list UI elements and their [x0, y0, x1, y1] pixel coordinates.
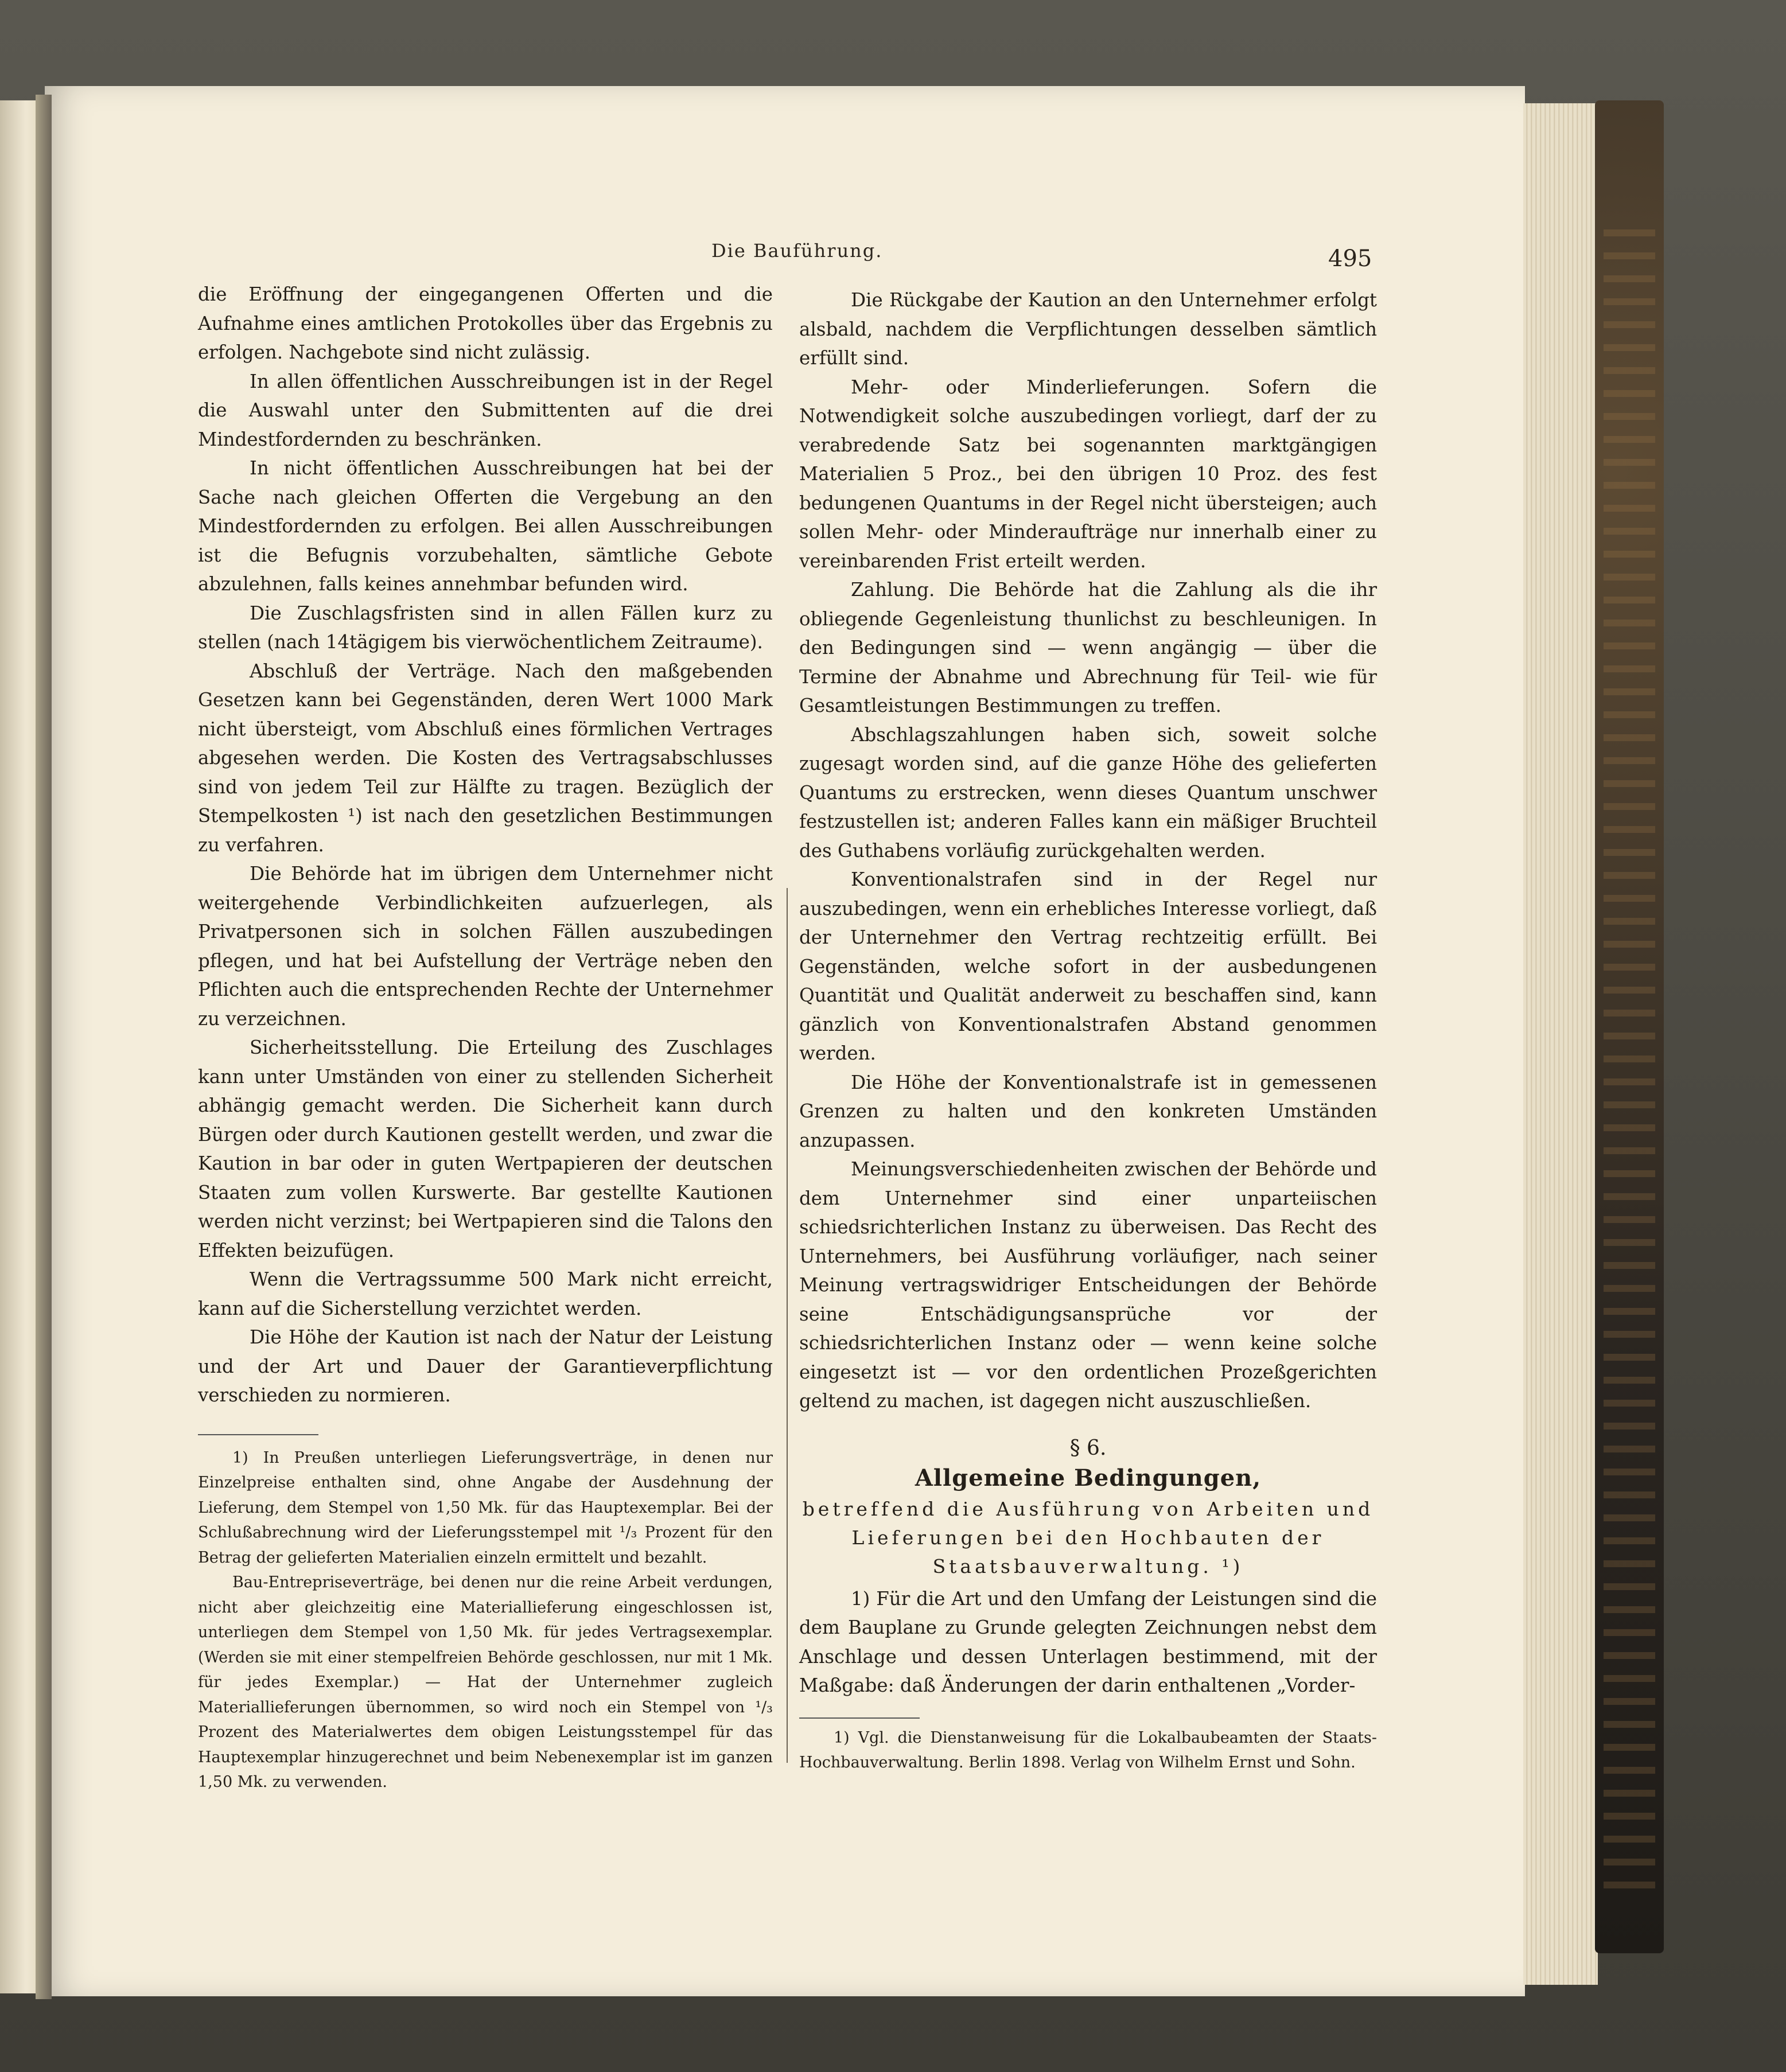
column-divider [787, 888, 788, 1763]
paragraph-meinungsverschiedenheiten: Meinungsverschiedenheiten zwischen der Behörde und dem Unternehmer sind einer unparteiischen schiedsrichterlichen Instanz zu überweisen. Das Recht des Unternehmers, bei Ausführung vorläufiger, nach seiner Meinung vertragswidriger Entscheidungen der Behörde seine Entschädigungsansprüche vor der schiedsrichterlichen Instanz oder — wenn keine solche eingesetzt ist — vor den ordentlichen Prozeßgerichten geltend zu machen, ist dagegen nicht auszuschließen. [799, 1158, 1377, 1412]
page-number: 495 [1328, 246, 1372, 272]
paragraph-sicherheitsstellung: Sicherheitsstellung. Die Erteilung des Zuschlages kann unter Umständen von einer zu stellenden Sicherheit abhängig gemacht werden. Die Sicherheit kann durch Bürgen oder durch Kautionen gestellt werden, und zwar die Kaution in bar oder in guten Wertpapieren der deutschen Staaten zum vollen Kurswerte. Bar gestellte Kautionen werden nicht verzinst; bei Wertpapieren sind die Talons den Effekten beizufügen. [198, 1037, 773, 1261]
paragraph: Die Höhe der Kaution ist nach der Natur der Leistung und der Art und Dauer der Garantieverpflichtung verschieden zu normieren. [198, 1326, 773, 1406]
paragraph: Wenn die Vertragssumme 500 Mark nicht erreicht, kann auf die Sicherstellung verzichtet werden. [198, 1268, 773, 1319]
paragraph-konventionalstrafen: Konventionalstrafen sind in der Regel nur auszubedingen, wenn ein erhebliches Interesse vorliegt, daß der Unternehmer den Vertrag rechtzeitig erfüllt. Bei Gegenständen, welche sofort in der ausbedungenen Quantität und Qualität anderweit zu beschaffen sind, kann gänzlich von Konventionalstrafen Abstand genommen werden. [799, 868, 1377, 1064]
paragraph: Die Rückgabe der Kaution an den Unternehmer erfolgt alsbald, nachdem die Verpflichtungen desselben sämtlich erfüllt sind. [799, 289, 1377, 369]
numbered-paragraph: 1) Für die Art und den Umfang der Leistungen sind die dem Bauplane zu Grunde gelegten Zeichnungen nebst dem Anschlage und dessen Unterlagen bestimmend, mit der Maßgabe: daß Änderungen der darin enthaltenen „Vorder- [799, 1587, 1377, 1696]
paragraph: die Eröffnung der eingegangenen Offerten und die Aufnahme eines amtlichen Protokolles über das Ergebnis zu erfolgen. Nachgebote sind nicht zulässig. [198, 283, 773, 363]
paragraph: Abschlagszahlungen haben sich, soweit solche zugesagt worden sind, auf die ganze Höhe des gelieferten Quantums zu erstrecken, wenn dieses Quantum unschwer festzustellen ist; anderen Falles kann ein mäßiger Bruchteil des Guthabens vorläufig zurückgehalten werden. [799, 723, 1377, 862]
paragraph: In allen öffentlichen Ausschreibungen ist in der Regel die Auswahl unter den Submittenten auf die drei Mindestfordernden zu beschränken. [198, 370, 773, 450]
footnote: 1) In Preußen unterliegen Lieferungsverträge, in denen nur Einzelpreise enthalten sind, ohne Angabe der Ausdehnung der Lieferung, dem Stempel von 1,50 Mk. für das Hauptexemplar. Bei der Schlußabrechnung wird der Lieferungsstempel mit ¹/₃ Prozent für den Betrag der gelieferten Materialien einzeln ermittelt und bezahlt. [198, 1448, 773, 1567]
footnote-rule [198, 1434, 318, 1435]
cover-texture [1604, 229, 1655, 1893]
section-subtitle: betreffend die Ausführung von Arbeiten und Lieferungen bei den Hochbauten der Staatsbauverwaltung. ¹) [802, 1497, 1374, 1578]
section-number: § 6. [1069, 1436, 1107, 1460]
right-column [799, 286, 1377, 1775]
page-stack-edge [1523, 103, 1598, 1985]
footnote: 1) Vgl. die Dienstanweisung für die Lokalbaubeamten der Staats-Hochbauverwaltung. Berlin 1898. Verlag von Wilhelm Ernst und Sohn. [799, 1728, 1377, 1771]
paragraph-zahlung: Zahlung. Die Behörde hat die Zahlung als die ihr obliegende Gegenleistung thunlichst zu beschleunigen. In den Bedingungen sind — wenn angängig — über die Termine der Abnahme und Abrechnung für Teil- wie für Gesamtleistungen Bestimmungen zu treffen. [799, 579, 1377, 716]
book-gutter [36, 95, 52, 1999]
footnote-rule [799, 1717, 920, 1719]
paragraph: Die Zuschlagsfristen sind in allen Fällen kurz zu stellen (nach 14tägigem bis vierwöchentlichem Zeitraume). [198, 602, 773, 653]
left-column [198, 280, 773, 1795]
paragraph: In nicht öffentlichen Ausschreibungen hat bei der Sache nach gleichen Offerten die Vergebung an den Mindestfordernden zu erfolgen. Bei allen Ausschreibungen ist die Befugnis vorzubehalten, sämtliche Gebote abzulehnen, falls keines annehmbar befunden wird. [198, 457, 773, 595]
running-head: Die Bauführung. [711, 240, 883, 262]
section-title: Allgemeine Bedingungen, [915, 1464, 1262, 1491]
paragraph-mehr-minderlieferungen: Mehr- oder Minderlieferungen. Sofern die Notwendigkeit solche auszubedingen vorliegt, darf der zu verabredende Satz bei sogenannten marktgängigen Materialien 5 Proz., bei den übrigen 10 Proz. des fest bedungenen Quantums in der Regel nicht übersteigen; auch sollen Mehr- oder Minderaufträge nur innerhalb einer zu vereinbarenden Frist erteilt werden. [799, 376, 1377, 572]
footnote: Bau-Entrepriseverträge, bei denen nur die reine Arbeit verdungen, nicht aber gleichzeitig eine Materiallieferung eingeschlossen ist, unterliegen dem Stempel von 1,50 Mk. für jedes Vertragsexemplar. (Werden sie mit einer stempelfreien Behörde geschlossen, nur mit 1 Mk. für jedes Exemplar.) — Hat der Unternehmer zugleich Materiallieferungen übernommen, so wird noch ein Stempel von ¹/₃ Prozent des Materialwertes dem obigen Leistungsstempel für das Hauptexemplar hinzugerechnet und beim Nebenexemplar ist im ganzen 1,50 Mk. zu verwenden. [198, 1574, 773, 1791]
paragraph: Die Höhe der Konventionalstrafe ist in gemessenen Grenzen zu halten und den konkreten Umständen anzupassen. [799, 1071, 1377, 1151]
paragraph-vertragsabschluss: Abschluß der Verträge. Nach den maßgebenden Gesetzen kann bei Gegenständen, deren Wert 1000 Mark nicht übersteigt, vom Abschluß eines förmlichen Vertrages abgesehen werden. Die Kosten des Vertragsabschlusses sind von jedem Teil zur Hälfte zu tragen. Bezüglich der Stempelkosten ¹) ist nach den gesetzlichen Bestimmungen zu verfahren. [198, 660, 773, 856]
paragraph: Die Behörde hat im übrigen dem Unternehmer nicht weitergehende Verbindlichkeiten aufzuerlegen, als Privatpersonen sich in solchen Fällen auszubedingen pflegen, und hat bei Aufstellung der Verträge neben den Pflichten auch die entsprechenden Rechte der Unternehmer zu verzeichnen. [198, 863, 773, 1030]
